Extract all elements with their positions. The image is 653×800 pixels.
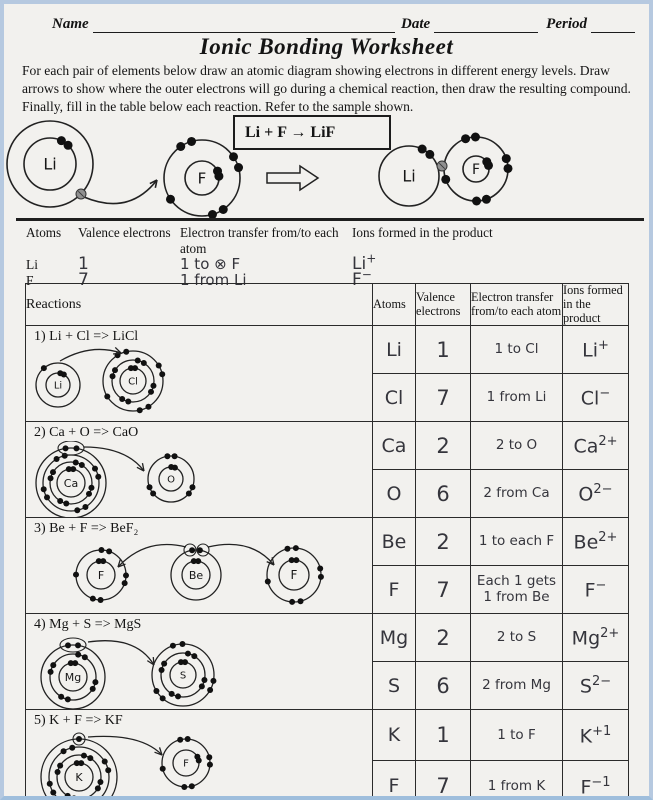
atom-cell: Li [373, 326, 416, 374]
ion-cell: $Be^{2+}$ [563, 518, 629, 566]
table-row [26, 326, 629, 374]
atom-cell: Ca [373, 422, 416, 470]
sample-transfer-value: 1 to ⊗ F [180, 255, 241, 273]
reaction-diagram-4 [26, 633, 373, 709]
header-reactions: Reactions [26, 284, 373, 326]
reaction-title: 3) Be + F => BeF₂ [34, 521, 139, 537]
valence-cell: 2 [416, 422, 471, 470]
ion-cell: F− [563, 566, 629, 614]
reaction-cell-2 [26, 422, 373, 518]
sample-ion-value: F− [352, 267, 372, 290]
sample-atom: F [26, 273, 34, 288]
date-label: Date [401, 16, 431, 32]
date-blank [434, 18, 538, 33]
valence-cell: 6 [416, 662, 471, 710]
atom-cell: F [373, 761, 416, 800]
sample-ion-value: Li+ [352, 251, 377, 274]
transfer-cell: 2 from Ca [471, 470, 563, 518]
svg-text:Li: Li [53, 380, 63, 392]
ion-cell: $F^{-1}$ [563, 761, 629, 800]
valence-cell: 1 [416, 326, 471, 374]
reaction-cell-5 [26, 710, 373, 800]
header-transfer: Electron transfer from/to each atom [471, 284, 563, 326]
reaction-title: 5) K + F => KF [34, 713, 123, 729]
transfer-cell: 1 to F [471, 710, 563, 761]
sample-row-li [24, 251, 636, 274]
atom-cell: F [373, 566, 416, 614]
ion-cell: $K^{+1}$ [563, 710, 629, 761]
valence-cell: 7 [416, 374, 471, 422]
transfer-cell: 2 to O [471, 422, 563, 470]
transfer-cell: 1 from K [471, 761, 563, 800]
svg-text:F: F [97, 569, 105, 583]
period-blank [591, 18, 635, 33]
svg-text:F: F [197, 169, 207, 188]
ion-cell: Li+ [563, 326, 629, 374]
reactions-table [25, 283, 629, 800]
atom-cell: Cl [373, 374, 416, 422]
reaction-diagram-3 [26, 537, 373, 613]
transfer-cell: 1 from Li [471, 374, 563, 422]
sample-header-transfer: Electron transfer from/to each atom [180, 225, 339, 256]
reaction-cell-1 [26, 326, 373, 422]
sample-answer-table [24, 225, 636, 289]
svg-text:Li: Li [43, 154, 57, 174]
name-date-period-line [52, 16, 635, 33]
sample-atom: Li [26, 257, 38, 272]
svg-text:O: O [167, 474, 175, 486]
table-row [26, 710, 629, 761]
transfer-cell: Each 1 gets 1 from Be [471, 566, 563, 614]
atom-cell: K [373, 710, 416, 761]
ion-cell: $S^{2-}$ [563, 662, 629, 710]
sample-header-valence: Valence electrons [78, 225, 171, 240]
svg-text:F: F [290, 568, 298, 583]
sample-header-ions: Ions formed in the product [352, 225, 493, 240]
valence-cell: 7 [416, 566, 471, 614]
sample-transfer-value: 1 from Li [180, 271, 247, 289]
header-ions: Ions formed in the product [563, 284, 629, 326]
atom-cell: Mg [373, 614, 416, 662]
reaction-diagram-5 [26, 729, 373, 800]
ion-cell: $O^{2-}$ [563, 470, 629, 518]
sample-valence-value: 1 [78, 254, 89, 274]
svg-text:F: F [183, 758, 189, 770]
ion-cell: $Ca^{2+}$ [563, 422, 629, 470]
table-row [26, 422, 629, 470]
svg-text:Mg: Mg [64, 671, 82, 685]
sample-equation-box [233, 115, 391, 150]
sample-equation-text: Li + F → LiF [245, 124, 336, 141]
atom-cell: Be [373, 518, 416, 566]
valence-cell: 7 [416, 761, 471, 800]
sample-valence-value: 7 [78, 270, 89, 290]
period-label: Period [546, 16, 587, 32]
table-row [26, 518, 629, 566]
svg-text:Cl: Cl [128, 376, 138, 388]
transfer-cell: 1 to each F [471, 518, 563, 566]
valence-cell: 1 [416, 710, 471, 761]
reaction-diagram-1 [26, 345, 373, 421]
table-header-row [26, 284, 629, 326]
reaction-title: 2) Ca + O => CaO [34, 425, 139, 441]
transfer-cell: 1 to Cl [471, 326, 563, 374]
reaction-cell-4 [26, 614, 373, 710]
sample-header-atoms: Atoms [26, 225, 62, 240]
header-atoms: Atoms [373, 284, 416, 326]
svg-text:Ca: Ca [63, 477, 79, 491]
page-title: Ionic Bonding Worksheet [199, 34, 454, 59]
valence-cell: 6 [416, 470, 471, 518]
header-valence: Valence electrons [416, 284, 471, 326]
ion-cell: Cl− [563, 374, 629, 422]
valence-cell: 2 [416, 518, 471, 566]
instructions-text: For each pair of elements below draw an atomic diagram showing electrons in different energy levels. Draw arrows to show where the outer electrons will go during a chemical reaction, then draw the resulting compound. Finally, fill in the table below each reaction. Refer to the sample shown. [22, 63, 631, 114]
svg-text:F: F [471, 161, 481, 178]
svg-text:S: S [179, 670, 187, 682]
svg-text:Li: Li [402, 166, 416, 186]
transfer-cell: 2 to S [471, 614, 563, 662]
ion-cell: $Mg^{2+}$ [563, 614, 629, 662]
reaction-title: 1) Li + Cl => LiCl [34, 329, 139, 345]
section-divider-rule [16, 218, 644, 221]
reaction-title: 4) Mg + S => MgS [34, 617, 142, 633]
valence-cell: 2 [416, 614, 471, 662]
table-row [26, 614, 629, 662]
svg-text:Be: Be [188, 569, 204, 583]
atom-cell: O [373, 470, 416, 518]
transfer-cell: 2 from Mg [471, 662, 563, 710]
reaction-diagram-2 [26, 441, 373, 517]
svg-text:K: K [75, 771, 83, 785]
name-blank [93, 18, 395, 33]
name-label: Name [52, 16, 89, 32]
atom-cell: S [373, 662, 416, 710]
reaction-cell-3 [26, 518, 373, 614]
